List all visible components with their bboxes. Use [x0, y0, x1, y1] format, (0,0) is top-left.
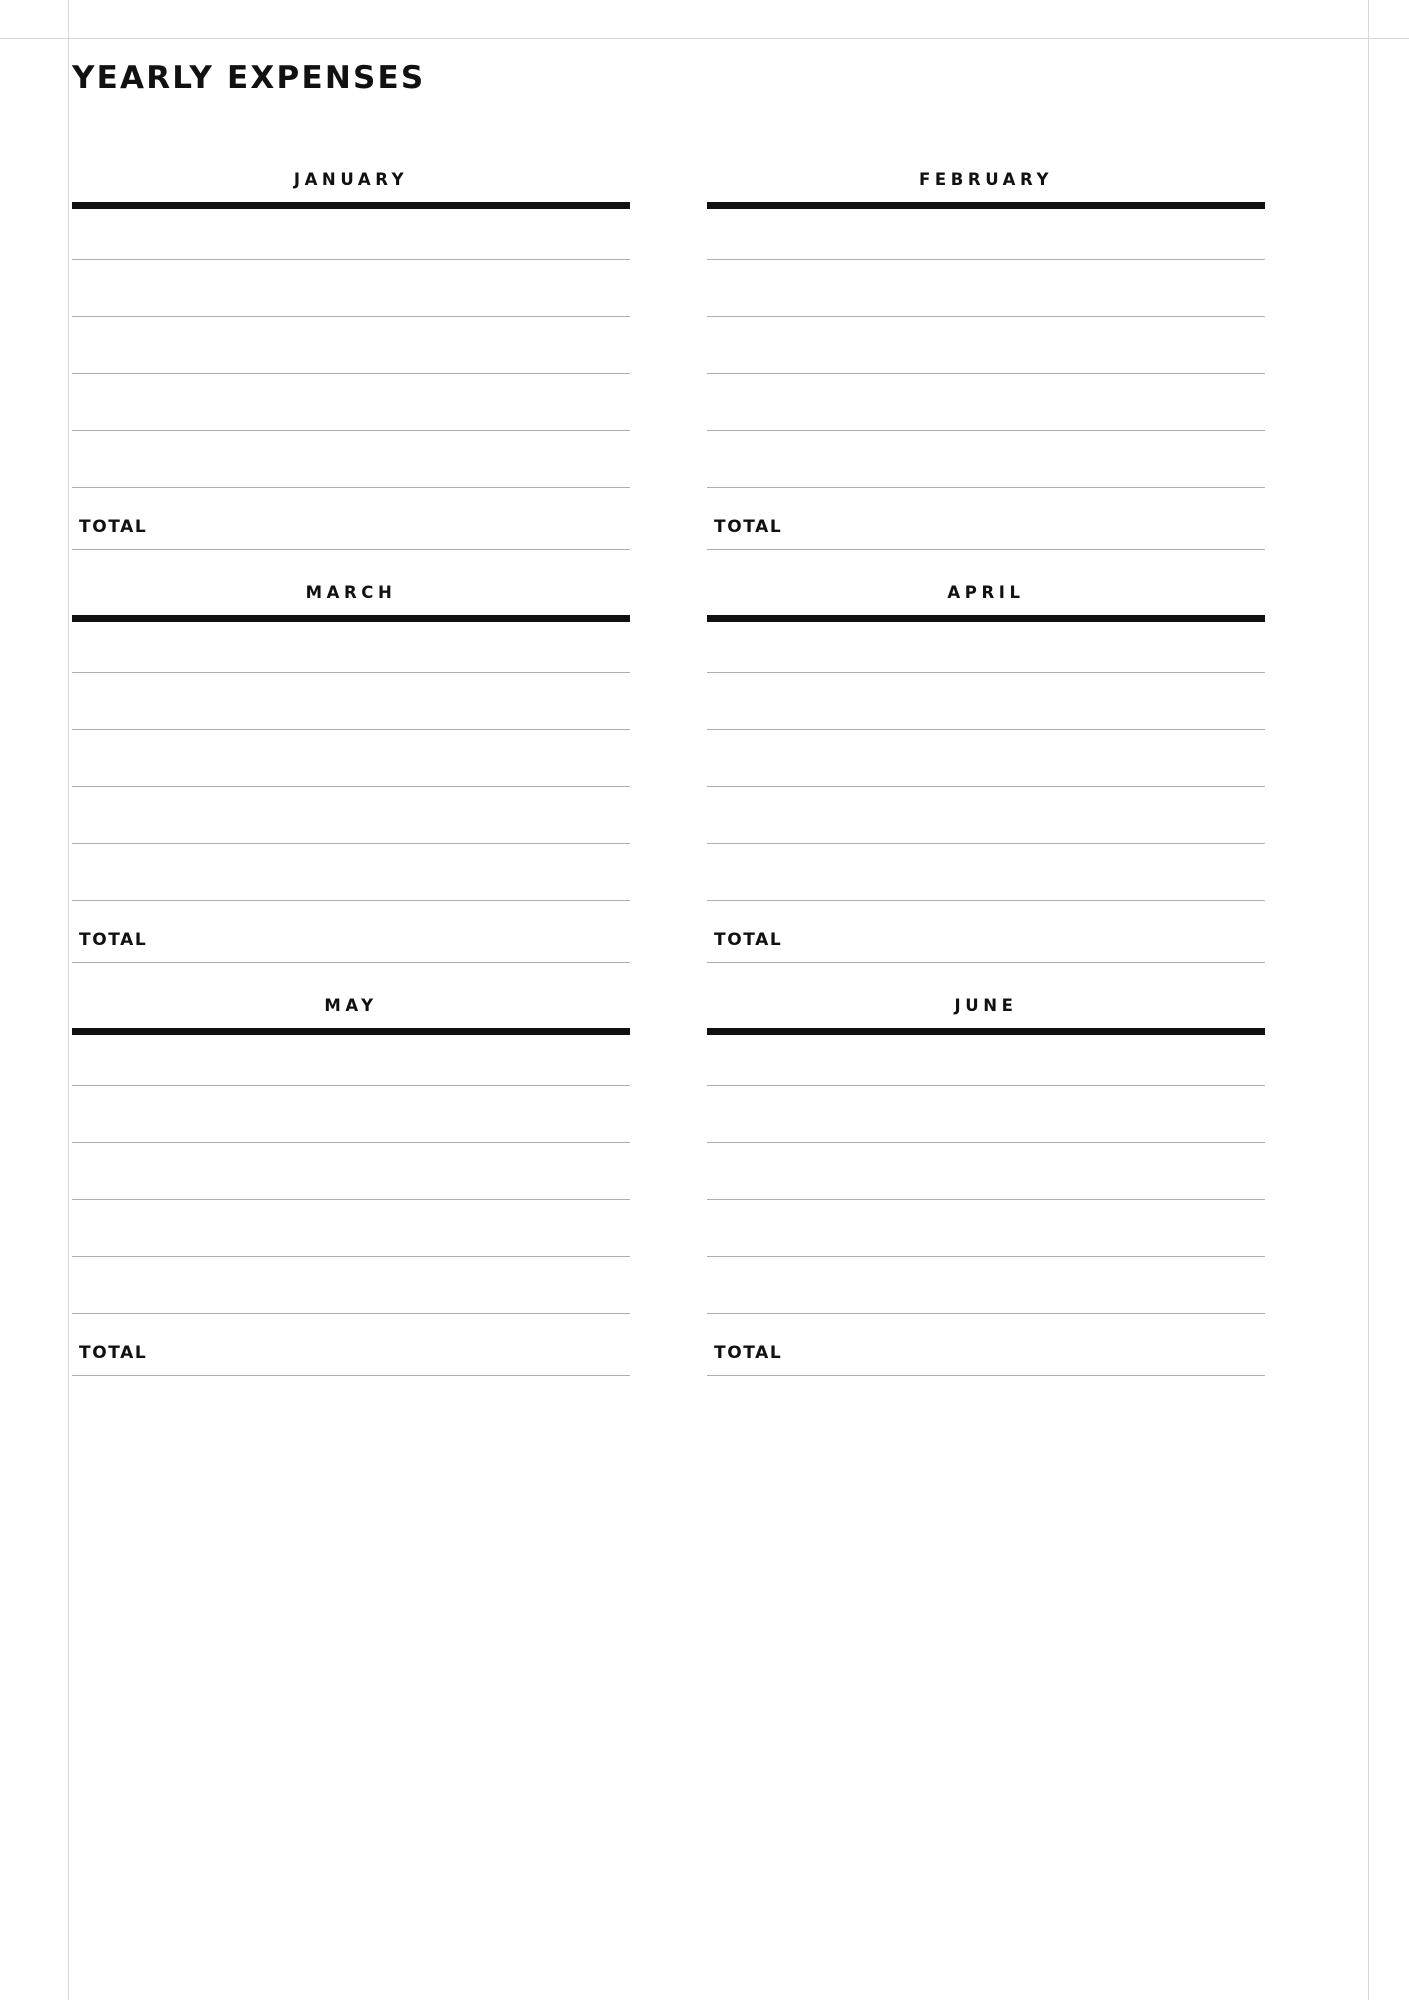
expense-entry-line[interactable]: [707, 730, 1265, 787]
expense-rows: [72, 209, 630, 488]
month-header-rule: [72, 202, 630, 209]
page-edge-left: [68, 0, 69, 2000]
expense-entry-line[interactable]: [72, 730, 630, 787]
total-row[interactable]: [72, 901, 630, 963]
expense-entry-line[interactable]: [707, 1257, 1265, 1314]
expense-entry-line[interactable]: [72, 1086, 630, 1143]
month-title: APRIL: [947, 583, 1025, 602]
month-block: [72, 583, 630, 963]
total-row[interactable]: [72, 1314, 630, 1376]
expense-entry-line[interactable]: [72, 1257, 630, 1314]
expense-entry-line[interactable]: [707, 260, 1265, 317]
expense-entry-line[interactable]: [707, 844, 1265, 901]
month-header-rule: [707, 615, 1265, 622]
month-header-rule: [72, 615, 630, 622]
expense-rows: [72, 622, 630, 901]
month-block: [707, 996, 1265, 1376]
month-block: [707, 170, 1265, 550]
total-label: TOTAL: [79, 517, 148, 537]
total-row[interactable]: [72, 488, 630, 550]
expense-entry-line[interactable]: [707, 209, 1265, 260]
expense-entry-line[interactable]: [707, 1035, 1265, 1086]
expense-entry-line[interactable]: [707, 622, 1265, 673]
expense-entry-line[interactable]: [707, 1143, 1265, 1200]
month-title: MARCH: [305, 583, 397, 602]
expense-entry-line[interactable]: [707, 787, 1265, 844]
expense-entry-line[interactable]: [707, 374, 1265, 431]
total-label: TOTAL: [79, 1343, 148, 1363]
expense-rows: [707, 1035, 1265, 1314]
total-row[interactable]: [707, 488, 1265, 550]
expense-entry-line[interactable]: [707, 317, 1265, 374]
month-block: [72, 996, 630, 1376]
month-header-rule: [707, 1028, 1265, 1035]
expense-entry-line[interactable]: [72, 431, 630, 488]
document-content: [72, 0, 1325, 2000]
page-title: YEARLY EXPENSES: [72, 60, 426, 96]
expense-entry-line[interactable]: [72, 844, 630, 901]
expense-entry-line[interactable]: [72, 1143, 630, 1200]
total-label: TOTAL: [714, 930, 783, 950]
month-header-rule: [707, 202, 1265, 209]
months-grid: [72, 170, 1325, 1409]
expense-entry-line[interactable]: [707, 673, 1265, 730]
total-label: TOTAL: [714, 517, 783, 537]
month-header-rule: [72, 1028, 630, 1035]
expense-rows: [707, 209, 1265, 488]
expense-entry-line[interactable]: [72, 260, 630, 317]
month-title: JUNE: [954, 996, 1018, 1015]
month-title: FEBRUARY: [918, 170, 1054, 189]
total-row[interactable]: [707, 1314, 1265, 1376]
month-title: MAY: [324, 996, 378, 1015]
total-label: TOTAL: [714, 1343, 783, 1363]
total-row[interactable]: [707, 901, 1265, 963]
month-block: [72, 170, 630, 550]
expense-entry-line[interactable]: [707, 431, 1265, 488]
expense-entry-line[interactable]: [72, 787, 630, 844]
expense-entry-line[interactable]: [707, 1086, 1265, 1143]
expense-entry-line[interactable]: [72, 622, 630, 673]
expense-rows: [707, 622, 1265, 901]
expense-entry-line[interactable]: [707, 1200, 1265, 1257]
expense-entry-line[interactable]: [72, 673, 630, 730]
expense-entry-line[interactable]: [72, 1200, 630, 1257]
month-block: [707, 583, 1265, 963]
month-title: JANUARY: [293, 170, 409, 189]
page-edge-right: [1368, 0, 1369, 2000]
expense-entry-line[interactable]: [72, 209, 630, 260]
expense-entry-line[interactable]: [72, 374, 630, 431]
expense-rows: [72, 1035, 630, 1314]
expense-entry-line[interactable]: [72, 1035, 630, 1086]
total-label: TOTAL: [79, 930, 148, 950]
expense-entry-line[interactable]: [72, 317, 630, 374]
